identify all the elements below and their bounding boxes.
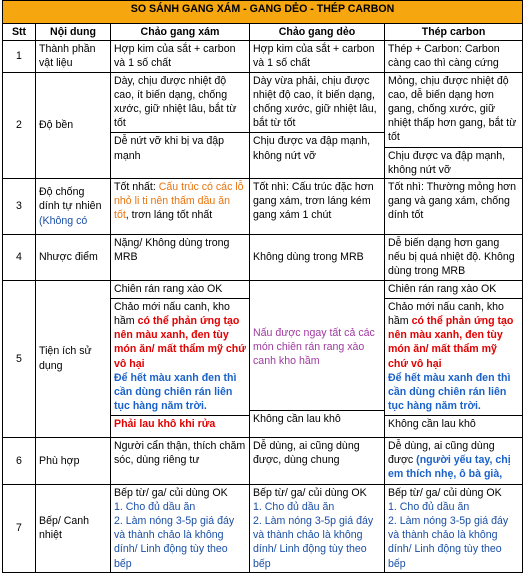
warning-text: Phải lau khô khi rửa — [111, 415, 249, 431]
warning-text: có thể phản ứng tạo nên màu xanh, đen tùy món ăn/ mất thẩm mỹ chứ vô hại — [114, 315, 246, 370]
cell-gang-deo: Tốt nhì: Cấu trúc đặc hơn gang xám, trơn láng kém gang xám 1 chút — [250, 179, 385, 235]
cell-text: Chiên rán rang xào OK — [388, 282, 497, 295]
table-row — [3, 72, 523, 178]
cell-gang-xam — [111, 72, 250, 178]
cell-block — [385, 298, 522, 414]
row-number: 7 — [3, 484, 36, 572]
cell-thep-carbon — [385, 484, 523, 572]
cell-text: Mỏng, chịu được nhiệt độ cao, dễ biến dạng hơn gang, chống xước, giữ nhiệt thấp hơn gang, bắt từ tốt — [388, 74, 517, 144]
cell-thep-carbon — [385, 437, 523, 484]
highlight-text: (người yếu tay, chị em thích nhẹ, ô bà già, — [388, 453, 511, 481]
cell-text: Bếp từ/ ga/ củi dùng OK — [253, 486, 367, 499]
cell-gang-deo: Không dùng trong MRB — [250, 235, 385, 281]
tip-text: 2. Làm nóng 3-5p giá đáy và thành chảo là không dính/ Linh động tùy theo bếp — [114, 515, 235, 570]
row-topic: Thành phần vật liệu — [36, 41, 111, 72]
table-title: SO SÁNH GANG XÁM - GANG DẺO - THÉP CARBON — [3, 1, 523, 24]
row-number: 3 — [3, 179, 36, 235]
cell-text: Dễ nứt vỡ khi bị va đập mạnh — [111, 132, 249, 162]
header-stt: Stt — [3, 24, 36, 41]
title-row — [3, 1, 523, 24]
header-content: Nội dung — [36, 24, 111, 41]
header-row — [3, 24, 523, 41]
row-topic — [36, 179, 111, 235]
row-topic: Phù hợp — [36, 437, 111, 484]
cell-text: Bếp từ/ ga/ củi dùng OK — [114, 486, 228, 499]
cell-text: Dễ dùng, ai cũng dùng được — [388, 439, 495, 466]
cell-text: Chịu được va đập mạnh, không nứt vỡ — [250, 132, 384, 162]
cell-thep-carbon: Dễ biến dạng hơn gang nếu bị quá nhiệt độ. Không dùng trong MRB — [385, 235, 523, 281]
cell-gang-deo — [250, 72, 385, 178]
row-number: 4 — [3, 235, 36, 281]
tip-text: 2. Làm nóng 3-5p giá đáy và thành chảo là không dính/ Linh động tùy theo bếp — [253, 515, 374, 570]
row-topic: Tiện ích sử dụng — [36, 280, 111, 437]
header-thep-carbon: Thép carbon — [385, 24, 523, 41]
cell-thep-carbon: Tốt nhì: Thường mỏng hơn gang và gang xám, chống dính tốt — [385, 179, 523, 235]
cell-gang-xam — [111, 280, 250, 437]
header-gang-deo: Chảo gang dẻo — [250, 24, 385, 41]
table-row — [3, 41, 523, 72]
cell-gang-deo — [250, 484, 385, 572]
cell-text: Tốt nhất: — [114, 181, 159, 194]
cell-gang-xam — [111, 484, 250, 572]
table-row — [3, 280, 523, 437]
cell-thep-carbon — [385, 280, 523, 437]
highlight-text: Nấu được ngay tất cả các món chiên rán rang xào canh kho hầm — [253, 326, 375, 368]
row-topic: Nhược điểm — [36, 235, 111, 281]
cell-text: Không cần lau khô — [250, 410, 384, 426]
cell-text: Chiên rán rang xào OK — [114, 282, 223, 295]
cell-text: Dày, chịu được nhiệt độ cao, ít biến dạng, chống xước, giữ nhiệt lâu, bắt từ tốt — [114, 74, 237, 130]
row-number: 2 — [3, 72, 36, 178]
cell-gang-xam: Người cẩn thận, thích chăm sóc, dùng riêng tư — [111, 437, 250, 484]
table-row — [3, 235, 523, 281]
row-topic: Bếp/ Canh nhiệt — [36, 484, 111, 572]
table-row — [3, 484, 523, 572]
cell-text: Không cần lau khô — [385, 415, 522, 431]
cell-text: Chảo mới nấu canh, kho hầm — [114, 300, 230, 328]
cell-gang-xam — [111, 179, 250, 235]
cell-text: Bếp từ/ ga/ củi dùng OK — [388, 486, 502, 499]
tip-text: 2. Làm nóng 3-5p giá đáy và thành chảo là không dính/ Linh động tùy theo bếp — [388, 515, 509, 570]
topic-note: (Không có — [39, 214, 88, 227]
highlight-text: Cấu trúc có các lỗ nhỏ li ti nên thấm dầu ăn tốt — [114, 181, 244, 222]
cell-text: Dày vừa phải, chịu được nhiệt độ cao, ít biến dạng, chống xước, giữ nhiệt lâu, bắt từ tốt — [253, 74, 377, 130]
cell-gang-xam: Nặng/ Không dùng trong MRB — [111, 235, 250, 281]
cell-gang-deo — [250, 280, 385, 437]
header-gang-xam: Chảo gang xám — [111, 24, 250, 41]
cell-text: Chịu được va đập mạnh, không nứt vỡ — [385, 147, 522, 177]
row-number: 6 — [3, 437, 36, 484]
warning-text: có thể phản ứng tạo nên màu xanh, đen tùy món ăn/ mất thẩm mỹ chứ vô hại — [388, 315, 514, 370]
cell-block — [111, 298, 249, 414]
topic-text: Độ chống dính tự nhiên — [39, 186, 102, 213]
cell-text: Chảo mới nấu canh, kho hầm — [388, 300, 504, 328]
tip-text: 1. Cho đủ dầu ăn — [253, 500, 335, 513]
tip-text: 1. Cho đủ dầu ăn — [388, 500, 470, 513]
row-number: 1 — [3, 41, 36, 72]
tip-text: Để hết màu xanh đen thì cần dùng chiên rán liên tục hàng năm trời. — [114, 371, 237, 413]
cell-gang-deo: Dễ dùng, ai cũng dùng được, dùng chung — [250, 437, 385, 484]
cell-text: , trơn láng tốt nhất — [125, 209, 213, 222]
table-row — [3, 437, 523, 484]
cell-thep-carbon: Thép + Carbon: Carbon càng cao thì càng cứng — [385, 41, 523, 72]
cell-gang-deo: Hợp kim của sắt + carbon và 1 số chất — [250, 41, 385, 72]
cell-gang-xam: Hợp kim của sắt + carbon và 1 số chất — [111, 41, 250, 72]
tip-text: 1. Cho đủ dầu ăn — [114, 500, 196, 513]
row-number: 5 — [3, 280, 36, 437]
table-row — [3, 179, 523, 235]
tip-text: Để hết màu xanh đen thì cần dùng chiên rán liên tục hàng năm trời. — [388, 371, 511, 413]
cell-thep-carbon — [385, 72, 523, 178]
comparison-table — [2, 0, 523, 573]
row-topic: Độ bền — [36, 72, 111, 178]
